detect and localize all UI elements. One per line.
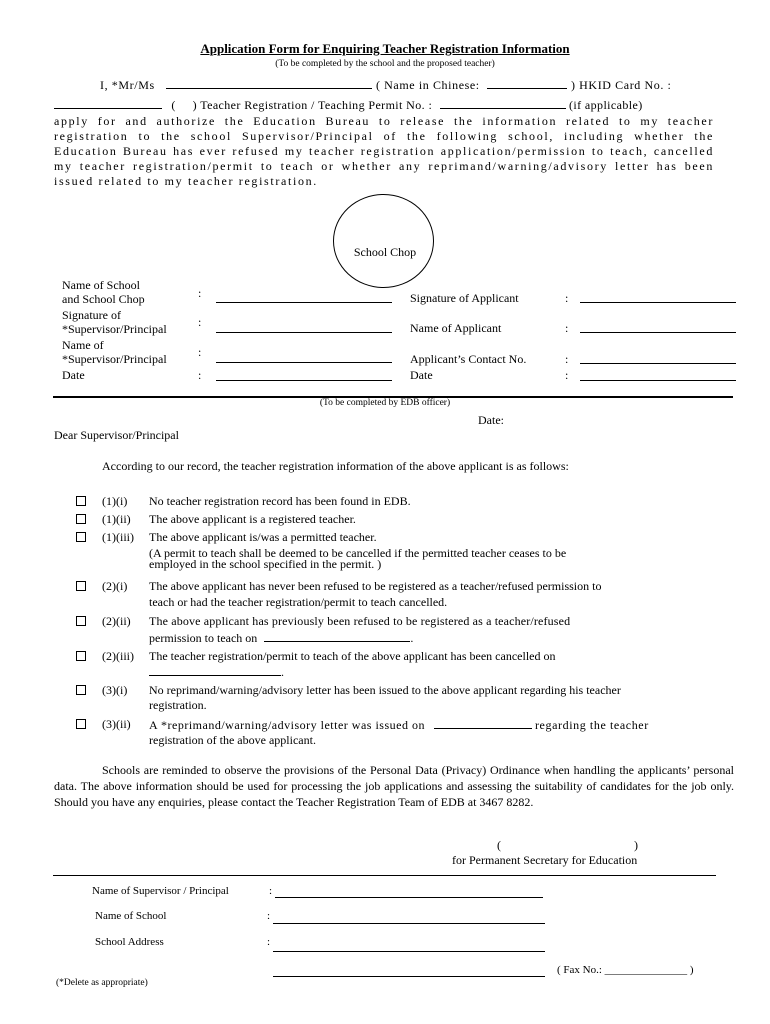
secretary-open-paren: ( [497,838,501,852]
option-code: (2)(iii) [102,649,134,663]
applicant-line-2 [54,97,643,113]
school-name-label-2: and School Chop [62,292,145,306]
school-name-field[interactable] [216,302,392,303]
option-3-ii-checkbox[interactable] [76,719,86,729]
letter-date-field[interactable] [434,717,532,729]
edb-date-label: Date: [478,413,504,427]
supervisor-signature-label [62,308,167,336]
applicant-name-field[interactable] [166,77,372,89]
applicant-signature-field[interactable] [580,302,736,303]
supervisor-signature-label-1: Signature of [62,308,121,322]
option-1-iii-checkbox[interactable] [76,532,86,542]
privacy-paragraph: Schools are reminded to observe the provisions of the Personal Data (Privacy) Ordinance when handling the applicants’ personal data. The above information should be used for processing the job applications and assessing the suitability of candidates for the job only. Should you have any enquiries, please contact the Teacher Registration Team of EDB at 3467 8282. [54,763,734,809]
chinese-name-label: ( Name in Chinese: [375,78,480,92]
option-code: (3)(ii) [102,717,131,731]
option-text: The above applicant has never been refused to be registered as a teacher/refused permission to [149,579,602,593]
supervisor-name-field[interactable] [216,362,392,363]
option-text: A *reprimand/warning/advisory letter was issued on [149,718,425,732]
hkid-check-digit[interactable] [179,98,189,109]
if-applicable-label: (if applicable) [569,98,643,112]
period: . [281,665,284,679]
secretary-close-paren: ) [634,838,638,852]
applicant-name-field-2[interactable] [580,332,736,333]
colon: : [198,286,202,300]
option-code: (3)(i) [102,683,128,697]
applicant-date-label: Date [410,368,433,382]
bottom-supervisor-label: Name of Supervisor / Principal [92,885,229,897]
option-text: The above applicant is/was a permitted teacher. [149,530,377,544]
school-name-label-1: Name of School [62,278,140,292]
option-text: registration. [149,698,207,712]
according-text: According to our record, the teacher registration information of the above applicant is as follows: [102,459,569,473]
option-text-line [149,717,714,733]
applicant-name-label: Name of Applicant [410,321,502,335]
colon: : [198,345,202,359]
supervisor-name-label [62,338,167,366]
colon: : [267,910,271,922]
school-date-field[interactable] [216,380,392,381]
option-text: The above applicant is a registered teacher. [149,512,356,526]
permit-number-field[interactable] [440,97,566,109]
open-paren: ( [171,98,176,112]
colon: : [198,368,202,382]
option-code: (1)(iii) [102,530,134,544]
colon: : [565,321,569,335]
salutation-label: I, *Mr/Ms [100,78,155,92]
applicant-contact-field[interactable] [580,363,736,364]
bottom-address-field-2[interactable] [273,976,545,977]
applicant-date-field[interactable] [580,380,736,381]
option-text: No teacher registration record has been found in EDB. [149,494,411,508]
cancelled-date-field[interactable] [149,664,281,676]
option-1-ii-checkbox[interactable] [76,514,86,524]
supervisor-name-label-1: Name of [62,338,104,352]
colon: : [565,368,569,382]
colon: : [565,352,569,366]
option-text: The above applicant has previously been refused to be registered as a teacher/refused [149,614,571,628]
bottom-school-label: Name of School [95,910,167,922]
colon: : [269,885,273,897]
option-note: employed in the school specified in the permit. ) [149,557,382,571]
option-code: (2)(ii) [102,614,131,628]
edb-note: (To be completed by EDB officer) [319,398,451,408]
option-2-iii-checkbox[interactable] [76,651,86,661]
hkid-field[interactable] [54,97,162,109]
colon: : [267,936,271,948]
bottom-supervisor-field[interactable] [275,897,543,898]
school-date-label: Date [62,368,85,382]
secretary-label: for Permanent Secretary for Education [452,853,638,867]
bottom-address-label: School Address [95,936,164,948]
period: . [410,631,414,645]
option-3-i-checkbox[interactable] [76,685,86,695]
supervisor-signature-field[interactable] [216,332,392,333]
option-text: regarding the teacher [534,718,649,732]
bottom-address-field[interactable] [273,951,545,952]
refused-date-field[interactable] [264,630,410,642]
fax-label: ( Fax No.: _______________ ) [557,964,694,976]
option-text: No reprimand/warning/advisory letter has been issued to the above applicant regarding his teacher [149,683,621,697]
colon: : [565,291,569,305]
option-text: permission to teach on [149,631,258,645]
supervisor-name-label-2: *Supervisor/Principal [62,352,167,366]
option-text: The teacher registration/permit to teach of the above applicant has been cancelled on [149,649,556,663]
supervisor-signature-label-2: *Supervisor/Principal [62,322,167,336]
option-code: (1)(ii) [102,512,131,526]
greeting: Dear Supervisor/Principal [54,428,179,442]
option-text: teach or had the teacher registration/permit to teach cancelled. [149,595,448,609]
permit-label: ) Teacher Registration / Teaching Permit No. : [192,98,433,112]
option-1-i-checkbox[interactable] [76,496,86,506]
form-subtitle: (To be completed by the school and the proposed teacher) [275,59,495,69]
option-2-i-checkbox[interactable] [76,581,86,591]
footnote: (*Delete as appropriate) [56,978,148,988]
option-text-line [149,630,714,646]
bottom-school-field[interactable] [273,923,545,924]
option-note: (A permit to teach shall be deemed to be cancelled if the permitted teacher ceases to be [149,546,567,560]
school-chop-circle [333,194,434,288]
applicant-line-1 [100,77,672,93]
applicant-contact-label: Applicant’s Contact No. [410,352,527,366]
applicant-signature-label: Signature of Applicant [410,291,519,305]
option-text: registration of the above applicant. [149,733,316,747]
option-2-ii-checkbox[interactable] [76,616,86,626]
option-code: (2)(i) [102,579,128,593]
form-title: Application Form for Enquiring Teacher Registration Information [200,41,570,56]
bottom-divider [53,875,716,876]
school-chop-label: School Chop [353,245,417,259]
option-text-line [149,664,714,680]
chinese-name-field[interactable] [487,77,567,89]
school-name-label [62,278,145,306]
hkid-label: ) HKID Card No. : [570,78,672,92]
option-code: (1)(i) [102,494,128,508]
intro-paragraph: apply for and authorize the Education Bureau to release the information related to my teacher registration to the school Supervisor/Principal of the following school, including whether the Education Bureau has ever refused my teacher registration application/permission to teach, cancelled my teacher registration/permit to teach or whether any reprimand/warning/advisory letter has been issued related to my teacher registration. [54,114,714,188]
colon: : [198,315,202,329]
